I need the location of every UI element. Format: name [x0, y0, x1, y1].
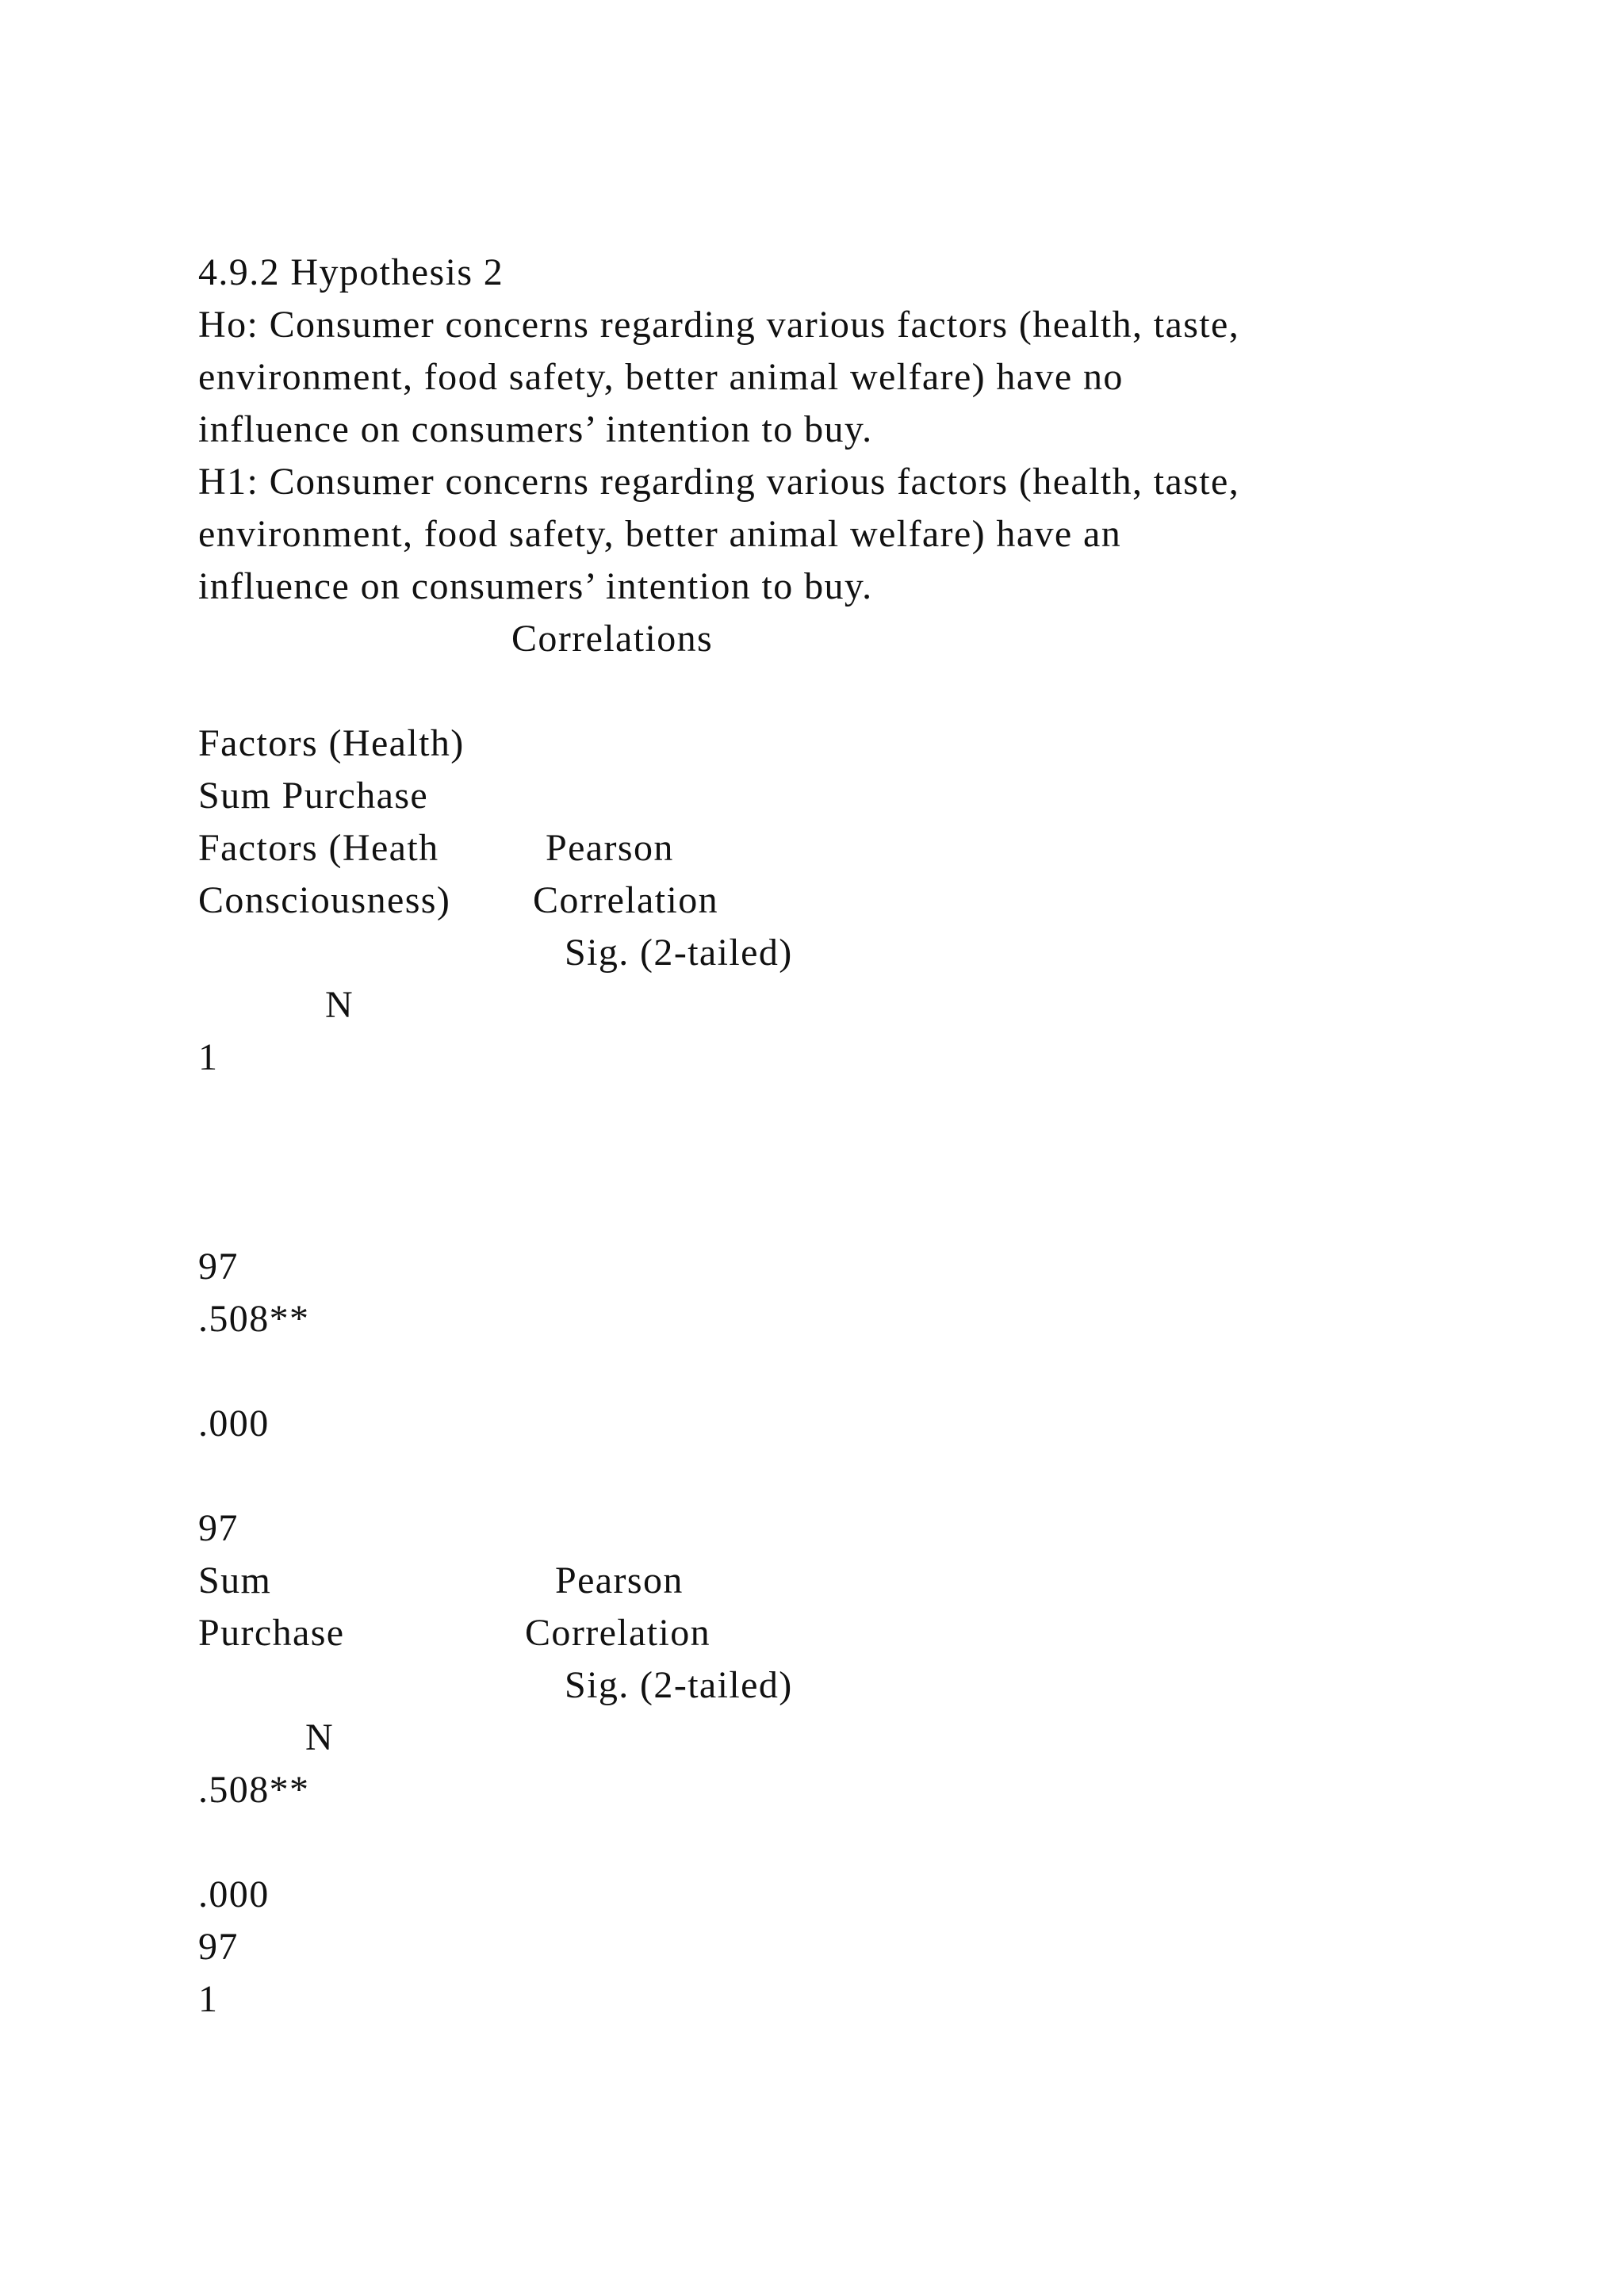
null-hypothesis-line-1: Ho: Consumer concerns regarding various factors (health, taste, [198, 304, 1240, 346]
row2-value-1: .508** [198, 1769, 310, 1811]
table-title: Correlations [511, 618, 714, 660]
row1-label-line-1: Factors (Heath [198, 827, 439, 869]
row1-value-5: 97 [198, 1507, 239, 1549]
alt-hypothesis-line-1: H1: Consumer concerns regarding various factors (health, taste, [198, 461, 1240, 503]
row1-value-3: .508** [198, 1298, 310, 1340]
row2-stat-pearson-line-2: Correlation [525, 1612, 711, 1654]
column-header-sum-purchase: Sum Purchase [198, 775, 429, 817]
row1-value-1: 1 [198, 1036, 219, 1078]
section-heading: 4.9.2 Hypothesis 2 [198, 251, 504, 293]
row2-stat-n: N [305, 1716, 335, 1758]
row2-label-line-2: Purchase [198, 1612, 345, 1654]
null-hypothesis-line-3: influence on consumers’ intention to buy. [198, 408, 873, 450]
row1-value-2: 97 [198, 1246, 239, 1288]
row1-value-4: .000 [198, 1402, 270, 1445]
row1-stat-sig: Sig. (2-tailed) [565, 932, 793, 974]
row1-stat-pearson-line-2: Correlation [533, 879, 719, 921]
row1-stat-pearson-line-1: Pearson [546, 827, 674, 869]
alt-hypothesis-line-2: environment, food safety, better animal welfare) have an [198, 513, 1122, 555]
row2-stat-pearson-line-1: Pearson [555, 1559, 684, 1601]
row1-stat-n: N [325, 984, 354, 1026]
row2-label-line-1: Sum [198, 1559, 272, 1601]
row2-value-2: .000 [198, 1873, 270, 1915]
column-header-factors-health: Factors (Health) [198, 722, 465, 764]
row2-stat-sig: Sig. (2-tailed) [565, 1664, 793, 1706]
row2-value-4: 1 [198, 1978, 219, 2020]
row2-value-3: 97 [198, 1926, 239, 1968]
null-hypothesis-line-2: environment, food safety, better animal welfare) have no [198, 356, 1124, 398]
row1-label-line-2: Consciousness) [198, 879, 451, 921]
alt-hypothesis-line-3: influence on consumers’ intention to buy. [198, 565, 873, 607]
